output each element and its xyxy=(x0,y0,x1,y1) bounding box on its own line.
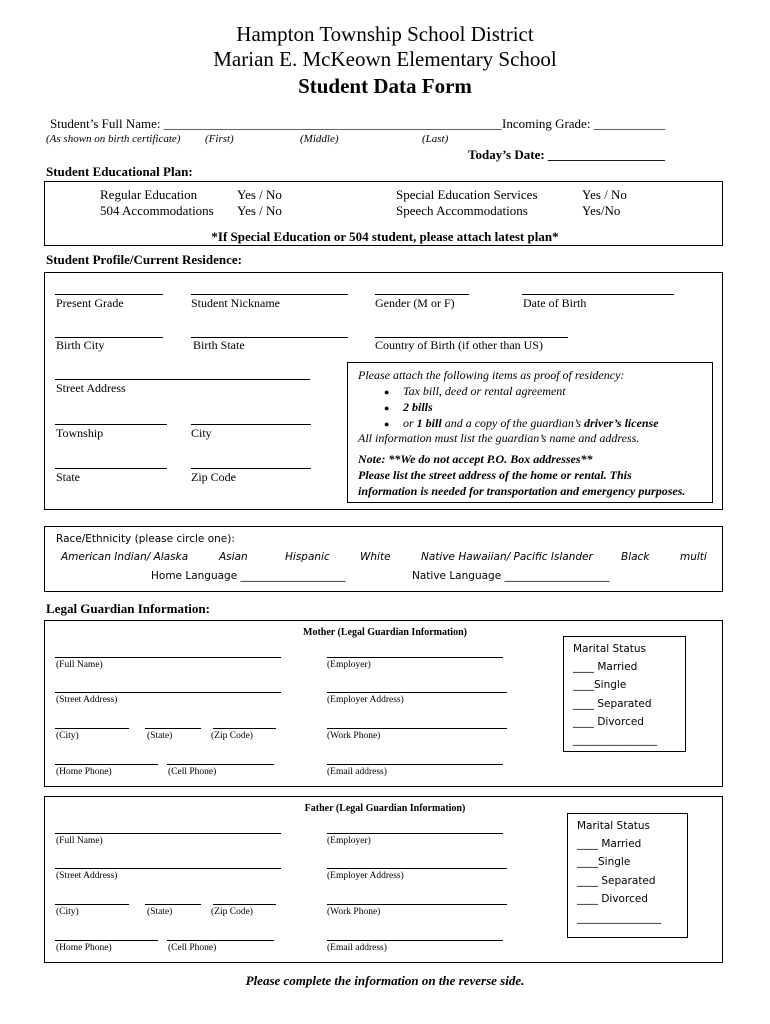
mother-work-phone-line[interactable] xyxy=(327,728,507,729)
ethnicity-option-american-indian[interactable]: American Indian/ Alaska xyxy=(61,551,189,563)
mother-marital-title: Marital Status xyxy=(573,643,646,655)
student-name-field[interactable]: Student’s Full Name: ____________________________________________________ xyxy=(50,116,502,131)
father-cell-phone-label: (Cell Phone) xyxy=(168,943,217,953)
father-cell-phone-line[interactable] xyxy=(167,940,274,941)
mother-marital-single[interactable]: ____Single xyxy=(573,679,627,691)
middle-label: (Middle) xyxy=(300,133,339,145)
father-marital-separated[interactable]: ____ Separated xyxy=(577,875,656,887)
residency-item-1: Tax bill, deed or rental agreement xyxy=(403,384,566,398)
father-name-line[interactable] xyxy=(55,833,281,834)
504-accommodations-label: 504 Accommodations xyxy=(100,203,214,218)
father-marital-married[interactable]: ____ Married xyxy=(577,838,642,850)
school-name: Marian E. McKeown Elementary School xyxy=(213,47,557,71)
item3-mid: and a copy of the guardian’s xyxy=(441,416,585,430)
regular-education-label: Regular Education xyxy=(100,187,198,202)
father-title: Father (Legal Guardian Information) xyxy=(304,803,466,814)
street-line[interactable] xyxy=(55,379,310,380)
ethnicity-label: Race/Ethnicity (please circle one): xyxy=(56,533,235,545)
father-work-phone-line[interactable] xyxy=(327,904,507,905)
father-state-line[interactable] xyxy=(145,904,201,905)
father-employer-line[interactable] xyxy=(327,833,503,834)
footer-note: Please complete the information on the reverse side. xyxy=(245,973,525,988)
zip-label: Zip Code xyxy=(191,470,236,484)
incoming-grade-field[interactable]: Incoming Grade: ___________ xyxy=(502,116,666,131)
father-marital-divorced[interactable]: ____ Divorced xyxy=(577,893,648,905)
residency-note-1: Note: **We do not accept P.O. Box addresses** xyxy=(358,452,593,466)
state-label: State xyxy=(56,470,80,484)
mother-name-line[interactable] xyxy=(55,657,281,658)
father-marital-single[interactable]: ____Single xyxy=(577,856,631,868)
mother-city-line[interactable] xyxy=(55,728,129,729)
country-label: Country of Birth (if other than US) xyxy=(375,338,543,352)
township-line[interactable] xyxy=(55,424,167,425)
residency-note-2: Please list the street address of the home or rental. This xyxy=(358,468,632,482)
father-zip-line[interactable] xyxy=(213,904,276,905)
native-language-field[interactable]: Native Language ____________________ xyxy=(412,570,610,582)
bullet-icon: ● xyxy=(384,419,390,429)
father-email-label: (Email address) xyxy=(327,943,387,953)
plan-attach-note: *If Special Education or 504 student, please attach latest plan* xyxy=(211,229,559,244)
mother-marital-divorced[interactable]: ____ Divorced xyxy=(573,716,644,728)
ethnicity-option-asian[interactable]: Asian xyxy=(219,551,248,563)
home-language-field[interactable]: Home Language ____________________ xyxy=(151,570,346,582)
mother-employer-line[interactable] xyxy=(327,657,503,658)
ethnicity-option-white[interactable]: White xyxy=(360,551,391,563)
father-city-label: (City) xyxy=(56,907,79,917)
residency-item-2: 2 bills xyxy=(403,400,433,414)
father-employer-address-label: (Employer Address) xyxy=(327,871,404,881)
gender-label: Gender (M or F) xyxy=(375,296,455,310)
present-grade-line[interactable] xyxy=(55,294,163,295)
mother-street-line[interactable] xyxy=(55,692,281,693)
residency-note-3: information is needed for transportation and emergency purposes. xyxy=(358,484,686,498)
mother-cell-phone-line[interactable] xyxy=(167,764,274,765)
ethnicity-option-hispanic[interactable]: Hispanic xyxy=(285,551,330,563)
mother-marital-separated[interactable]: ____ Separated xyxy=(573,698,652,710)
father-home-phone-line[interactable] xyxy=(55,940,158,941)
mother-employer-address-label: (Employer Address) xyxy=(327,695,404,705)
mother-marital-married[interactable]: ____ Married xyxy=(573,661,638,673)
father-email-line[interactable] xyxy=(327,940,503,941)
present-grade-label: Present Grade xyxy=(56,296,124,310)
mother-title: Mother (Legal Guardian Information) xyxy=(303,627,467,638)
residency-item-3 xyxy=(403,416,659,431)
dob-label: Date of Birth xyxy=(523,296,587,310)
father-full-name-label: (Full Name) xyxy=(56,836,103,846)
residency-intro: Please attach the following items as proof of residency: xyxy=(358,368,625,382)
today-date-field[interactable]: Today’s Date: __________________ xyxy=(468,147,665,162)
nickname-line[interactable] xyxy=(191,294,348,295)
mother-email-label: (Email address) xyxy=(327,767,387,777)
father-city-line[interactable] xyxy=(55,904,129,905)
district-name: Hampton Township School District xyxy=(236,22,534,46)
mother-zip-label: (Zip Code) xyxy=(211,731,253,741)
special-education-label: Special Education Services xyxy=(396,187,538,202)
first-label: (First) xyxy=(205,133,234,145)
item3-license: driver’s license xyxy=(584,416,659,430)
speech-accommodations-choice[interactable]: Yes/No xyxy=(582,203,621,218)
father-work-phone-label: (Work Phone) xyxy=(327,907,381,917)
ethnicity-option-native-hawaiian[interactable]: Native Hawaiian/ Pacific Islander xyxy=(421,551,593,563)
father-employer-label: (Employer) xyxy=(327,836,371,846)
nickname-label: Student Nickname xyxy=(191,296,280,310)
speech-accommodations-label: Speech Accommodations xyxy=(396,203,528,218)
bullet-icon: ● xyxy=(384,403,390,413)
father-zip-label: (Zip Code) xyxy=(211,907,253,917)
shown-as-note: (As shown on birth certificate) xyxy=(46,133,181,145)
township-label: Township xyxy=(56,426,104,440)
regular-education-choice[interactable]: Yes / No xyxy=(237,187,282,202)
father-home-phone-label: (Home Phone) xyxy=(56,943,112,953)
mother-email-line[interactable] xyxy=(327,764,503,765)
dob-line[interactable] xyxy=(522,294,674,295)
father-state-label: (State) xyxy=(147,907,173,917)
form-title: Student Data Form xyxy=(298,74,472,98)
mother-home-phone-line[interactable] xyxy=(55,764,158,765)
guardian-heading: Legal Guardian Information: xyxy=(46,601,210,616)
birth-city-label: Birth City xyxy=(56,338,105,352)
mother-zip-line[interactable] xyxy=(213,728,276,729)
ethnicity-option-black[interactable]: Black xyxy=(621,551,650,563)
father-marital-other[interactable]: ________________ xyxy=(577,912,661,924)
mother-street-label: (Street Address) xyxy=(56,695,118,705)
father-marital-title: Marital Status xyxy=(577,820,650,832)
mother-state-line[interactable] xyxy=(145,728,201,729)
504-accommodations-choice[interactable]: Yes / No xyxy=(237,203,282,218)
mother-work-phone-label: (Work Phone) xyxy=(327,731,381,741)
father-employer-address-line[interactable] xyxy=(327,868,507,869)
item3-pre: or xyxy=(403,416,417,430)
special-education-choice[interactable]: Yes / No xyxy=(582,187,627,202)
mother-marital-other[interactable]: ________________ xyxy=(573,734,657,746)
last-label: (Last) xyxy=(422,133,449,145)
father-street-label: (Street Address) xyxy=(56,871,118,881)
profile-heading: Student Profile/Current Residence: xyxy=(46,252,242,267)
mother-employer-label: (Employer) xyxy=(327,660,371,670)
street-label: Street Address xyxy=(56,381,126,395)
mother-cell-phone-label: (Cell Phone) xyxy=(168,767,217,777)
mother-state-label: (State) xyxy=(147,731,173,741)
mother-employer-address-line[interactable] xyxy=(327,692,507,693)
father-street-line[interactable] xyxy=(55,868,281,869)
educational-plan-heading: Student Educational Plan: xyxy=(46,164,193,179)
zip-line[interactable] xyxy=(191,468,311,469)
item3-one-bill: 1 bill xyxy=(416,416,442,430)
bullet-icon: ● xyxy=(384,387,390,397)
residency-all-info: All information must list the guardian’s name and address. xyxy=(358,431,640,445)
mother-home-phone-label: (Home Phone) xyxy=(56,767,112,777)
mother-city-label: (City) xyxy=(56,731,79,741)
state-line[interactable] xyxy=(55,468,167,469)
mother-full-name-label: (Full Name) xyxy=(56,660,103,670)
ethnicity-option-multi[interactable]: multi xyxy=(680,551,707,563)
city-label: City xyxy=(191,426,212,440)
gender-line[interactable] xyxy=(375,294,469,295)
city-line[interactable] xyxy=(191,424,311,425)
birth-state-label: Birth State xyxy=(193,338,245,352)
